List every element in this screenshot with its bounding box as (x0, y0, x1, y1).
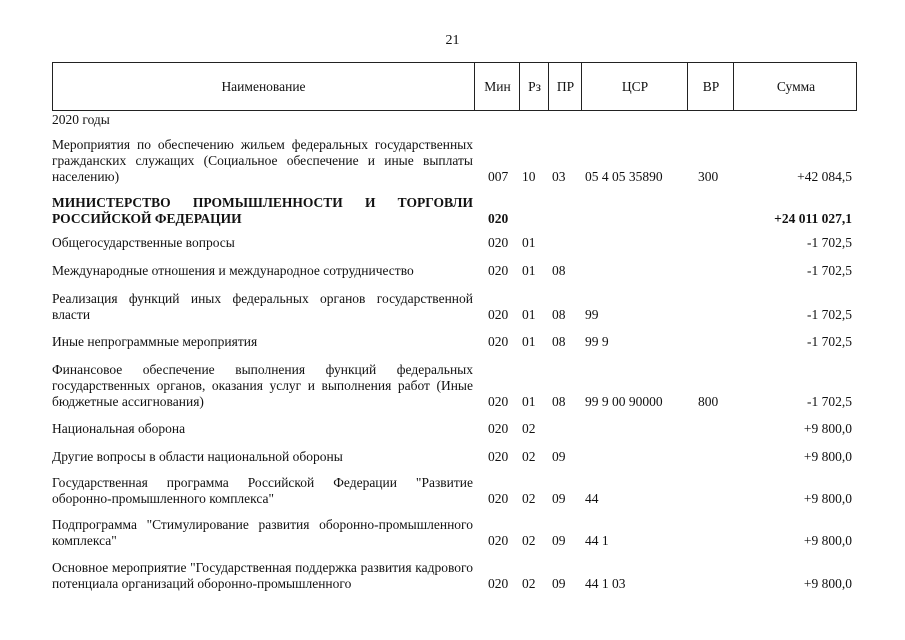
cell-min: 020 (488, 307, 509, 322)
cell-csr: 44 1 03 (585, 576, 626, 591)
cell-min: 020 (488, 576, 509, 591)
cell-csr: 99 (585, 307, 599, 322)
cell-min: 020 (488, 263, 509, 278)
table-header (52, 62, 857, 111)
header-name: Наименование (221, 78, 306, 94)
header-sum: Сумма (733, 63, 858, 110)
row-name: Мероприятия по обеспечению жильем федеральных государственных гражданских служащих (Социальное обеспечение и иные выплаты населению) (52, 137, 473, 184)
cell-sum: -1 702,5 (807, 394, 852, 409)
cell-sum: -1 702,5 (807, 263, 852, 278)
cell-sum: +9 800,0 (803, 449, 852, 464)
cell-min: 020 (488, 491, 509, 506)
cell-pr: 08 (552, 307, 566, 322)
row-name: Другие вопросы в области национальной обороны (52, 449, 343, 464)
cell-sum: -1 702,5 (807, 334, 852, 349)
continuation-text: 2020 годы (52, 112, 110, 127)
cell-sum: +9 800,0 (803, 491, 852, 506)
cell-sum: -1 702,5 (807, 235, 852, 250)
cell-pr: 03 (552, 169, 566, 184)
cell-min: 020 (488, 449, 509, 464)
header-vr: ВР (687, 63, 734, 110)
cell-rz: 01 (522, 334, 536, 349)
row-name: Государственная программа Российской Федерации "Развитие оборонно-промышленного комплекса" (52, 475, 473, 506)
cell-vr: 800 (698, 394, 719, 409)
cell-min: 020 (488, 394, 509, 409)
header-csr: ЦСР (581, 63, 688, 110)
cell-csr: 05 4 05 35890 (585, 169, 663, 184)
cell-rz: 02 (522, 421, 536, 436)
row-name: Национальная оборона (52, 421, 186, 436)
cell-rz: 02 (522, 449, 536, 464)
cell-sum: +9 800,0 (803, 421, 852, 436)
header-rz: Рз (519, 63, 549, 110)
cell-sum: -1 702,5 (807, 307, 852, 322)
cell-vr: 300 (698, 169, 719, 184)
cell-min: 007 (488, 169, 509, 184)
cell-rz: 10 (522, 169, 536, 184)
row-name: Реализация функций иных федеральных органов государственной власти (52, 291, 473, 322)
row-name: Финансовое обеспечение выполнения функций федеральных государственных органов, оказания услуг и выполнения работ (Иные бюджетные ассигнования) (52, 362, 473, 409)
cell-pr: 08 (552, 263, 566, 278)
cell-rz: 01 (522, 394, 536, 409)
header-min: Мин (474, 63, 520, 110)
cell-min: 020 (488, 421, 509, 436)
cell-csr: 44 (585, 491, 599, 506)
row-name: Иные непрограммные мероприятия (52, 334, 258, 349)
page-number: 21 (445, 33, 460, 48)
row-name: Международные отношения и международное сотрудничество (52, 263, 414, 278)
header-pr: ПР (548, 63, 582, 110)
cell-sum: +42 084,5 (797, 169, 852, 184)
cell-csr: 44 1 (585, 533, 609, 548)
cell-rz: 02 (522, 491, 536, 506)
cell-sum: +24 011 027,1 (774, 211, 852, 226)
cell-min: 020 (488, 235, 509, 250)
cell-sum: +9 800,0 (803, 576, 852, 591)
cell-csr: 99 9 (585, 334, 609, 349)
cell-rz: 01 (522, 263, 536, 278)
cell-pr: 09 (552, 491, 566, 506)
cell-rz: 02 (522, 533, 536, 548)
cell-min: 020 (488, 533, 509, 548)
cell-pr: 09 (552, 449, 566, 464)
cell-sum: +9 800,0 (803, 533, 852, 548)
cell-pr: 08 (552, 394, 566, 409)
cell-pr: 09 (552, 533, 566, 548)
cell-rz: 01 (522, 235, 536, 250)
row-name: Подпрограмма "Стимулирование развития оборонно-промышленного комплекса" (52, 517, 473, 548)
row-name: Основное мероприятие "Государственная поддержка развития кадрового потенциала организаций оборонно-промышленного (52, 560, 473, 591)
cell-csr: 99 9 00 90000 (585, 394, 663, 409)
cell-min: 020 (488, 334, 509, 349)
cell-min: 020 (488, 211, 509, 226)
cell-pr: 08 (552, 334, 566, 349)
cell-rz: 02 (522, 576, 536, 591)
cell-pr: 09 (552, 576, 566, 591)
row-name: Общегосударственные вопросы (52, 235, 235, 250)
cell-rz: 01 (522, 307, 536, 322)
row-name: МИНИСТЕРСТВО ПРОМЫШЛЕННОСТИ И ТОРГОВЛИ РОССИЙСКОЙ ФЕДЕРАЦИИ (52, 195, 473, 226)
